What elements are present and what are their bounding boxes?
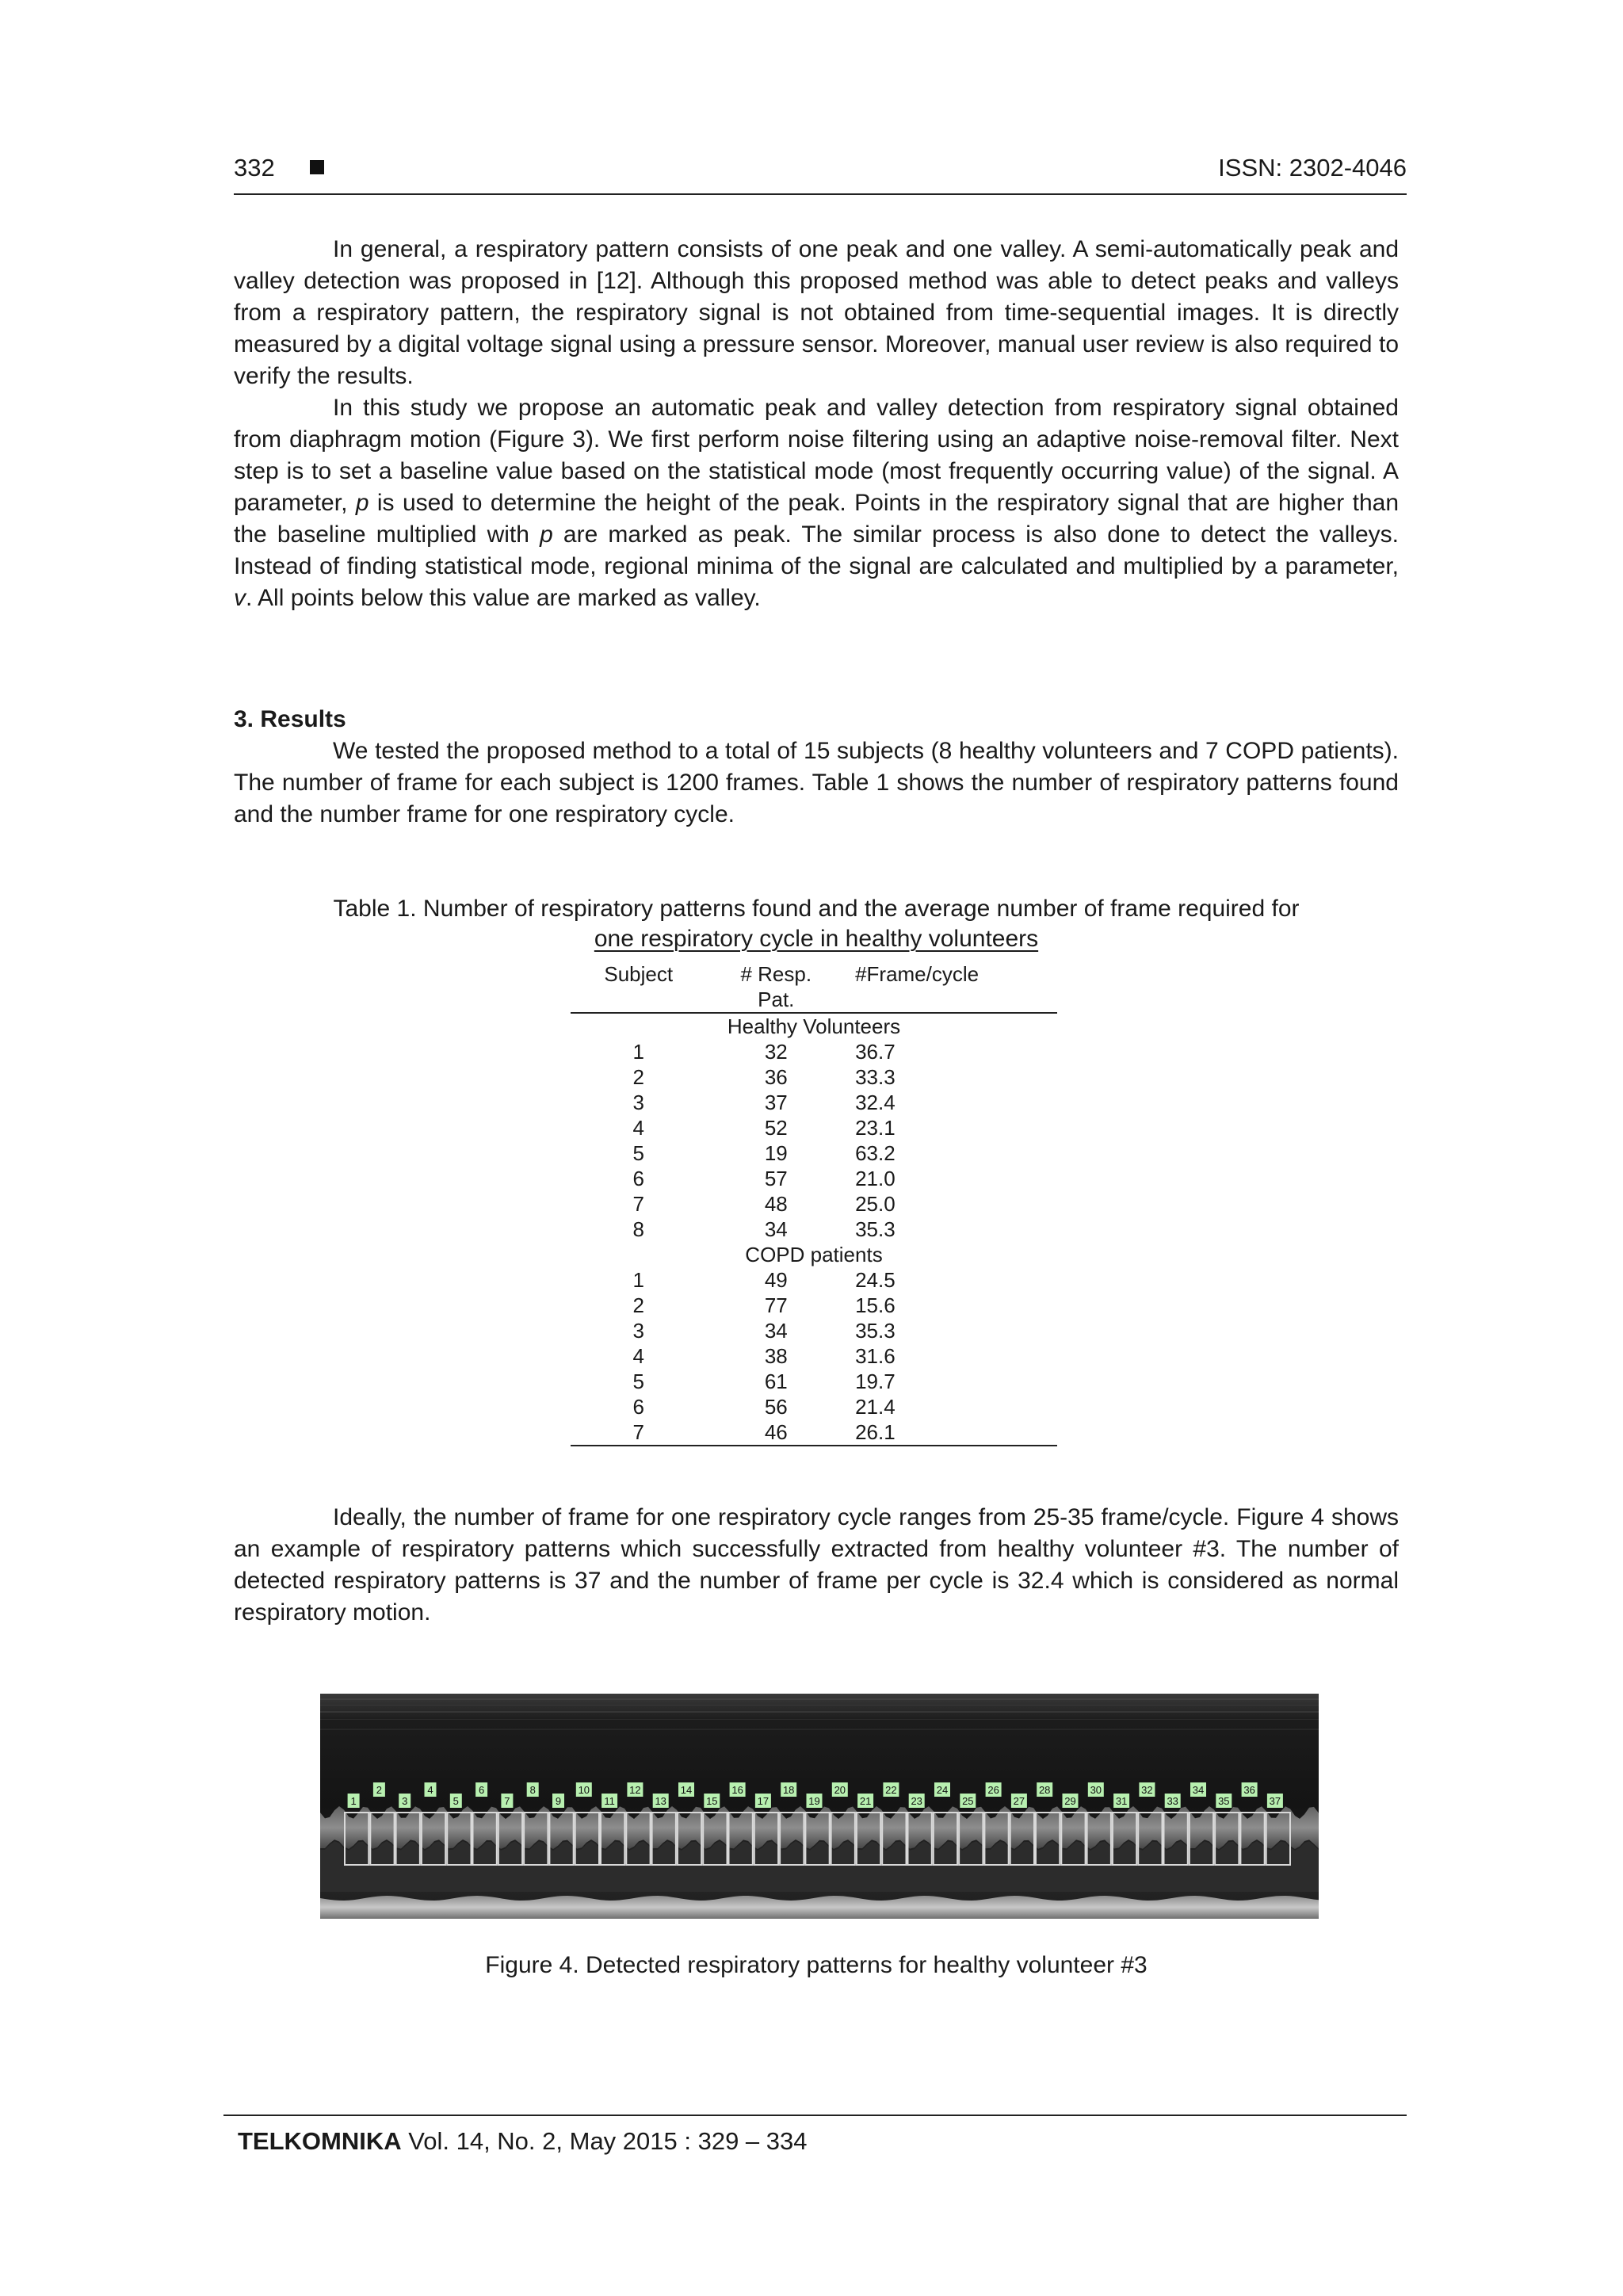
- pattern-label: 16: [731, 1784, 743, 1796]
- cell-subject: 7: [632, 1192, 644, 1216]
- pattern-label: 2: [376, 1784, 383, 1796]
- cell-resp-pat: 52: [764, 1116, 788, 1140]
- cell-resp-pat: 34: [764, 1319, 788, 1343]
- cell-resp-pat: 77: [764, 1293, 788, 1317]
- cell-subject: 7: [571, 1419, 707, 1446]
- table-group-label: COPD patients: [745, 1243, 883, 1266]
- page-number: 332: [234, 154, 275, 181]
- pattern-label: 32: [1141, 1784, 1153, 1796]
- square-bullet-icon: [310, 160, 324, 174]
- pattern-label: 20: [834, 1784, 846, 1796]
- table-group-row: [571, 1013, 1057, 1039]
- cell-subject: 6: [632, 1167, 644, 1190]
- table-group-row: [571, 1242, 1057, 1267]
- cell-resp-pat: 61: [764, 1370, 788, 1393]
- table-body: [571, 1013, 1057, 1446]
- table-row: [571, 1064, 1057, 1090]
- pattern-label: 3: [402, 1795, 408, 1807]
- paragraph-2-part-1: In this study we propose an automatic peak and valley detection from respiratory signal obtained from diaphragm motion (Figure 3). We first perform noise filtering using an adaptive noise-removal filter. Next step is to set a baseline value based on the statistical mode (most frequently occurring value) of the signal. A parameter,: [234, 395, 1399, 516]
- cell-frame-per-cycle: 21.0: [855, 1167, 896, 1190]
- pattern-label: 7: [504, 1795, 510, 1807]
- table-row: [571, 1217, 1057, 1242]
- cell-resp-pat: 36: [764, 1065, 788, 1089]
- table-group-label: Healthy Volunteers: [727, 1014, 901, 1038]
- pattern-label: 11: [604, 1795, 615, 1807]
- pattern-label: 29: [1064, 1795, 1076, 1807]
- cell-resp-pat: 57: [764, 1167, 788, 1190]
- pattern-label: 15: [706, 1795, 718, 1807]
- issn-label: ISSN: 2302-4046: [1218, 154, 1407, 181]
- cell-resp-pat: 34: [764, 1217, 788, 1241]
- cell-frame-per-cycle: 32.4: [855, 1091, 896, 1114]
- header-subject: Subject: [571, 961, 707, 1013]
- cell-subject: 1: [632, 1268, 644, 1292]
- pattern-label: 17: [757, 1795, 769, 1807]
- table-header-row: [571, 961, 1057, 1013]
- cell-frame-per-cycle: 15.6: [855, 1293, 896, 1317]
- header-resp-line-1: # Resp.: [740, 962, 812, 986]
- figure-image: [320, 1694, 1319, 1919]
- cell-resp-pat: 56: [764, 1395, 788, 1419]
- paragraph-1: In general, a respiratory pattern consists of one peak and one valley. A semi-automatically peak and valley detection was proposed in [12]. Although this proposed method was able to detect peaks and valleys from a respiratory pattern, the respiratory signal is not obtained from time-sequential images. It is directly measured by a digital voltage signal using a pressure sensor. Moreover, manual user review is also required to verify the results.: [234, 236, 1399, 389]
- journal-name: TELKOMNIKA: [238, 2127, 402, 2155]
- header-resp-line-2: Pat.: [758, 988, 795, 1011]
- table-row: [571, 1267, 1057, 1293]
- table-row: [571, 1166, 1057, 1191]
- results-table: [571, 961, 1057, 1446]
- cell-subject: 5: [632, 1141, 644, 1165]
- cell-subject: 1: [632, 1040, 644, 1064]
- table-row: [571, 1343, 1057, 1369]
- cell-resp-pat: 46: [707, 1419, 846, 1446]
- cell-frame-per-cycle: 63.2: [855, 1141, 896, 1165]
- cell-subject: 8: [632, 1217, 644, 1241]
- header-rule: [234, 193, 1407, 195]
- pattern-label: 12: [629, 1784, 641, 1796]
- footer-rule: [223, 2115, 1407, 2116]
- cell-frame-per-cycle: 35.3: [855, 1217, 896, 1241]
- pattern-label: 24: [936, 1784, 949, 1796]
- cell-subject: 4: [632, 1344, 644, 1368]
- pattern-label: 27: [1013, 1795, 1025, 1807]
- variable-p: p: [355, 490, 369, 516]
- header-resp-pat: [707, 961, 846, 1013]
- cell-resp-pat: 48: [764, 1192, 788, 1216]
- cell-resp-pat: 19: [764, 1141, 788, 1165]
- pattern-label: 9: [555, 1795, 562, 1807]
- cell-resp-pat: 37: [764, 1091, 788, 1114]
- table-row: [571, 1140, 1057, 1166]
- header-frame-per-cycle: #Frame/cycle: [846, 961, 1057, 1013]
- cell-subject: 3: [632, 1091, 644, 1114]
- table-row: [571, 1369, 1057, 1394]
- page-header: [234, 152, 1407, 192]
- pattern-label: 22: [885, 1784, 897, 1796]
- pattern-label: 37: [1269, 1795, 1281, 1807]
- cell-frame-per-cycle: 26.1: [846, 1419, 1057, 1446]
- table-row: [571, 1039, 1057, 1064]
- respiratory-pattern-figure: [320, 1694, 1319, 1919]
- page-footer: [238, 2126, 808, 2157]
- pattern-label: 28: [1038, 1784, 1051, 1796]
- table-row: [571, 1191, 1057, 1217]
- paragraph-2-part-2: is used to determine the height of the peak. Points in the respiratory signal that are higher than the baseline multiplied with: [234, 490, 1399, 548]
- pattern-label: 21: [859, 1795, 872, 1807]
- paragraph-4: Ideally, the number of frame for one respiratory cycle ranges from 25-35 frame/cycle. Figure 4 shows an example of respiratory patterns which successfully extracted from healthy volunteer #3. The number of detected respiratory patterns is 37 and the number of frame per cycle is 32.4 which is considered as normal respiratory motion.: [234, 1504, 1399, 1626]
- pattern-label: 6: [478, 1784, 485, 1796]
- cell-frame-per-cycle: 21.4: [855, 1395, 896, 1419]
- table-row: [571, 1318, 1057, 1343]
- pattern-label: 30: [1090, 1784, 1102, 1796]
- pattern-label: 19: [808, 1795, 820, 1807]
- cell-frame-per-cycle: 24.5: [855, 1268, 896, 1292]
- cell-frame-per-cycle: 23.1: [855, 1116, 896, 1140]
- cell-frame-per-cycle: 35.3: [855, 1319, 896, 1343]
- cell-resp-pat: 32: [764, 1040, 788, 1064]
- pattern-label: 31: [1115, 1795, 1128, 1807]
- intro-text-block: [234, 234, 1399, 614]
- variable-p: p: [540, 521, 553, 548]
- discussion-text-block: [234, 1502, 1399, 1629]
- pattern-label: 36: [1243, 1784, 1255, 1796]
- pattern-label: 8: [529, 1784, 536, 1796]
- cell-frame-per-cycle: 19.7: [855, 1370, 896, 1393]
- cell-frame-per-cycle: 36.7: [855, 1040, 896, 1064]
- cell-frame-per-cycle: 25.0: [855, 1192, 896, 1216]
- paragraph-3: We tested the proposed method to a total of 15 subjects (8 healthy volunteers and 7 COPD patients). The number of frame for each subject is 1200 frames. Table 1 shows the number of respiratory patterns found and the number frame for one respiratory cycle.: [234, 738, 1399, 827]
- figure-caption: Figure 4. Detected respiratory patterns for healthy volunteer #3: [485, 1952, 1148, 1978]
- cell-resp-pat: 38: [764, 1344, 788, 1368]
- table-caption-line-2: one respiratory cycle in healthy volunteers: [594, 926, 1039, 952]
- table-row: [571, 1394, 1057, 1419]
- pattern-label: 10: [578, 1784, 590, 1796]
- paragraph-2-part-3: are marked as peak. The similar process is also done to detect the valleys. Instead of finding statistical mode, regional minima of the signal are calculated and multiplied by a parameter,: [234, 521, 1399, 579]
- pattern-label: 18: [782, 1784, 795, 1796]
- table-caption: [234, 894, 1399, 954]
- cell-subject: 4: [632, 1116, 644, 1140]
- pattern-label: 26: [987, 1784, 999, 1796]
- variable-v: v: [234, 585, 246, 611]
- pattern-label: 25: [962, 1795, 974, 1807]
- cell-subject: 2: [632, 1065, 644, 1089]
- cell-subject: 3: [632, 1319, 644, 1343]
- paragraph-2: [234, 392, 1399, 614]
- pattern-label: 1: [350, 1795, 357, 1807]
- pattern-label: 35: [1218, 1795, 1230, 1807]
- pattern-label: 14: [680, 1784, 693, 1796]
- cell-frame-per-cycle: 33.3: [855, 1065, 896, 1089]
- table-row: [571, 1115, 1057, 1140]
- journal-citation: Vol. 14, No. 2, May 2015 : 329 – 334: [401, 2127, 808, 2155]
- paragraph-2-part-4: . All points below this value are marked as valley.: [246, 585, 761, 611]
- table-row: [571, 1419, 1057, 1446]
- pattern-label: 4: [427, 1784, 433, 1796]
- table-row: [571, 1090, 1057, 1115]
- cell-subject: 5: [632, 1370, 644, 1393]
- section-heading-results: 3. Results: [234, 706, 346, 732]
- cell-subject: 2: [632, 1293, 644, 1317]
- pattern-label: 33: [1167, 1795, 1178, 1807]
- cell-frame-per-cycle: 31.6: [855, 1344, 896, 1368]
- cell-resp-pat: 49: [764, 1268, 788, 1292]
- table-caption-line-1: Table 1. Number of respiratory patterns found and the average number of frame required for: [333, 896, 1300, 922]
- results-section: [234, 704, 1399, 831]
- pattern-label: 13: [655, 1795, 666, 1807]
- pattern-label: 34: [1192, 1784, 1205, 1796]
- pattern-label: 5: [453, 1795, 459, 1807]
- cell-subject: 6: [632, 1395, 644, 1419]
- bottom-bright-band: [320, 1896, 1319, 1919]
- pattern-label: 23: [911, 1795, 922, 1807]
- table-row: [571, 1293, 1057, 1318]
